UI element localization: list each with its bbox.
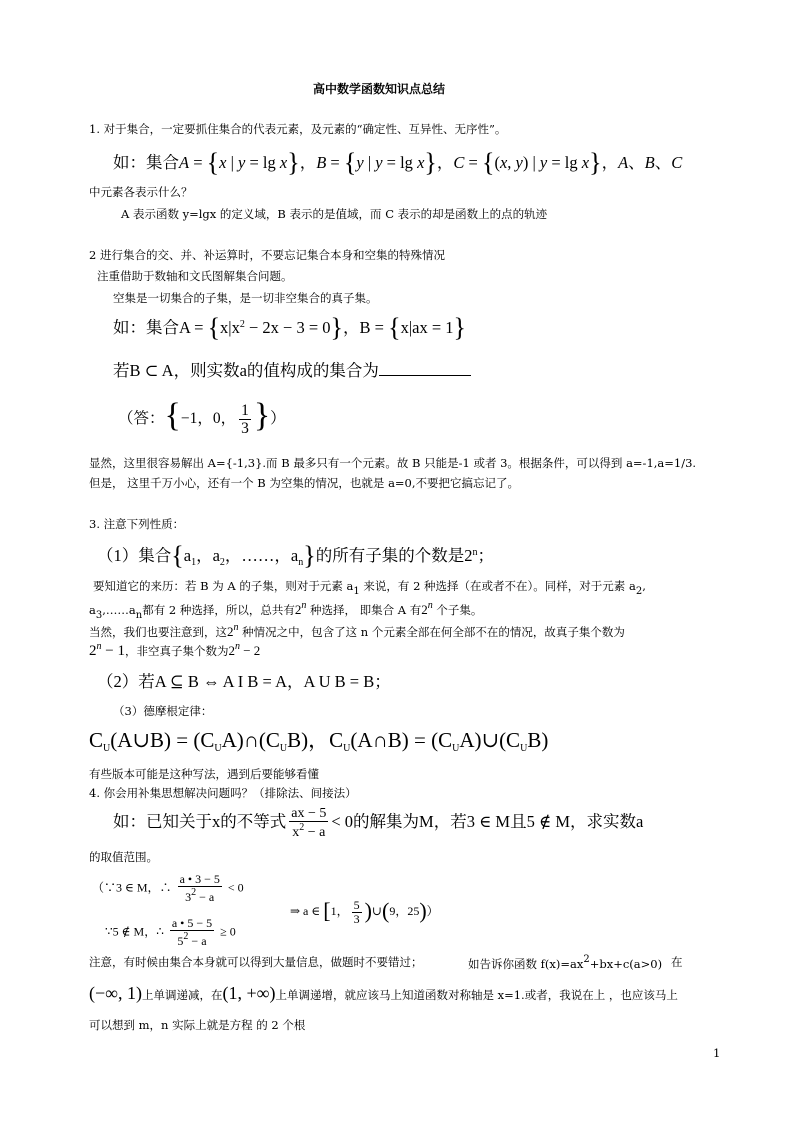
s3-r2d: 种选择， 即集合 A 有 xyxy=(306,603,422,617)
s2-answer-tail: ） xyxy=(270,410,286,427)
s4-example-lead: 如：已知关于x的不等式 xyxy=(113,812,287,832)
s2-explanation-1: 显然，这里很容易解出 A={-1,3}.而 B 最多只有一个元素。故 B 只能是-1 或者 3。根据条件，可以得到 a=-1,a=1/3. xyxy=(89,456,697,470)
s1-intro: 1. 对于集合，一定要抓住集合的代表元素，及元素的“确定性、互异性、无序性”。 xyxy=(89,122,507,136)
s2-line2: 注重借助于数轴和文氏图解集合问题。 xyxy=(97,269,293,283)
s2-explanation-2: 但是， 这里千万小心，还有一个 B 为空集的情况，也就是 a=0,不要把它搞忘记了。 xyxy=(89,476,520,490)
s3-reason-3: 当然，我们也要注意到，这2$^n$ 种情况之中，包含了这 n 个元素全部在何全部不在的情况，故真子集个数为 xyxy=(89,622,625,639)
s4-example-tail: 的取值范围。 xyxy=(89,850,158,864)
s3-property-1: （1）集合{$a_1$，$a_2$，……，$a_n$}的所有子集的个数是2$^n$； xyxy=(97,541,494,570)
s1-answer: A 表示函数 y=lgx 的定义域，B 表示的是值域，而 C 表示的却是函数上的点的轨迹 xyxy=(121,207,548,221)
s3-p1-tail: 的所有子集的个数是2 xyxy=(315,546,473,565)
s4-example: 如：已知关于x的不等式 $\frac{ax - 5}{x^2 - a}$ < 0的解集为M，若3 ∈ M且5 ∉ M，求实数a xyxy=(113,806,644,841)
s3-note: 有些版本可能是这种写法，遇到后要能够看懂 xyxy=(89,767,319,781)
page-number: 1 xyxy=(713,1046,721,1060)
s4-example-mid: 的解集为M，若3 ∈ M且5 ∉ M，求实数a xyxy=(353,812,644,832)
s3-r3b: 种情况之中，包含了这 n 个元素全部在何全部不在的情况，故真子集个数为 xyxy=(238,625,625,639)
s3-p1-lead: （1）集合 xyxy=(97,546,172,565)
s2-set-example: 如：集合$A = \{x|x^2 - 2x - 3 = 0\}$，B = {x|ax = 1} xyxy=(113,313,466,342)
de-morgan-formula: $C_U(A\cup B)$ = $(C_UA)\cap(C_UB)$，$C_U(A\cap B)$ = $(C_UA)\cup(C_UB)$ xyxy=(89,728,549,754)
s3-r1b: 来说，有 2 种选择（在或者不在）。同样，对于元素 a xyxy=(359,579,636,593)
s2-answer: （答：{−1，0， $\frac{1}{3}$ }） xyxy=(118,397,286,437)
s2-example-lead: 如：集合 xyxy=(113,318,179,337)
s2-answer-lead: （答： xyxy=(118,410,165,427)
s1-question: 中元素各表示什么？ xyxy=(89,185,193,199)
s3-heading: 3. 注意下列性质： xyxy=(89,517,185,531)
s3-r2b: ,……a xyxy=(102,603,136,617)
s4-solution-2: ∵5 ∉ M，∴ $\frac{a • 5 - 5}{5^2 - a}$ ≥ 0 xyxy=(105,916,236,949)
s4-note-2: (−∞, 1)上单调递减，在(1, +∞)上单调递增，就应该马上知道函数对称轴是 x=1.或者，我说在上 ，也应该马上 xyxy=(89,983,678,1003)
s4-note2b: 上单调递增，就应该马上知道函数对称轴是 x=1.或者，我说在上 ，也应该马上 xyxy=(275,988,678,1002)
s4-solution-result: ⇒ a ∈ [1， $\frac{5}{3}$ )∪(9，25)） xyxy=(290,897,439,926)
s4-note2a: 上单调递减，在 xyxy=(141,988,223,1002)
s3-r3: 当然，我们也要注意到，这 xyxy=(89,625,227,639)
s2-line3: 空集是一切集合的子集，是一切非空集合的真子集。 xyxy=(113,291,378,305)
s3-r2: a xyxy=(89,603,96,617)
s3-reason-4: $2^n - 1$，非空真子集个数为$2^n - 2$ xyxy=(89,641,261,659)
s2-condition xyxy=(113,357,471,381)
s4-note-3: 可以想到 m，n 实际上就是方程 的 2 个根 xyxy=(89,1018,306,1032)
answer-blank xyxy=(379,361,471,376)
s3-property-2: （2）若A ⊆ B ⇔ A I B = A，A U B = B； xyxy=(97,672,391,691)
s4-solution-1: （∵3 ∈ M，∴ $\frac{a • 3 - 5}{3^2 - a}$ < 0 xyxy=(92,872,244,905)
s4-note-1d: 在 xyxy=(671,955,683,969)
s3-r1: 要知道它的来历：若 B 为 A 的子集，则对于元素 a xyxy=(93,579,354,593)
s3-reason-1: 要知道它的来历：若 B 为 A 的子集，则对于元素 a1 来说，有 2 种选择（在或者不在）。同样，对于元素 a2, xyxy=(93,579,646,597)
s3-reason-2: a3,……an都有 2 种选择，所以，总共有2$^n$ 种选择， 即集合 A 有2$^n$ 个子集。 xyxy=(89,600,483,621)
s3-r4b: ，非空真子集个数为 xyxy=(124,644,229,658)
s2-line1: 2 进行集合的交、并、补运算时，不要忘记集合本身和空集的特殊情况 xyxy=(89,248,445,262)
s4-note-1 xyxy=(89,954,423,970)
s2-condition-text: 若B ⊂ A，则实数a的值构成的集合为 xyxy=(113,361,379,380)
s1-example-lead: 如：集合 xyxy=(113,153,179,172)
s4-note1a: 注意，有时候由集合本身就可以得到大量信息，做题时不要错过； xyxy=(89,955,423,969)
s4-note1c: +bx+c(a>0) xyxy=(589,957,663,971)
page-title: 高中数学函数知识点总结 xyxy=(313,82,446,96)
s4-note1b: 如告诉你函数 f(x)=ax xyxy=(468,957,584,971)
s4-note-1b: 如告诉你函数 f(x)=ax2+bx+c(a>0) xyxy=(468,954,663,971)
s3-r2c: 都有 2 种选择，所以，总共有 xyxy=(142,603,295,617)
s4-heading: 4. 你会用补集思想解决问题吗？（排除法、间接法） xyxy=(89,786,357,800)
s3-p1-end: ； xyxy=(477,546,494,565)
s3-r2e: 个子集。 xyxy=(432,603,483,617)
s3-property-3: （3）德摩根定律： xyxy=(113,704,213,718)
s1-set-example: 如：集合A = {x | y = lg x}，B = {y | y = lg x}，C = {(x, y) | y = lg x}，A、B、C xyxy=(113,148,683,177)
